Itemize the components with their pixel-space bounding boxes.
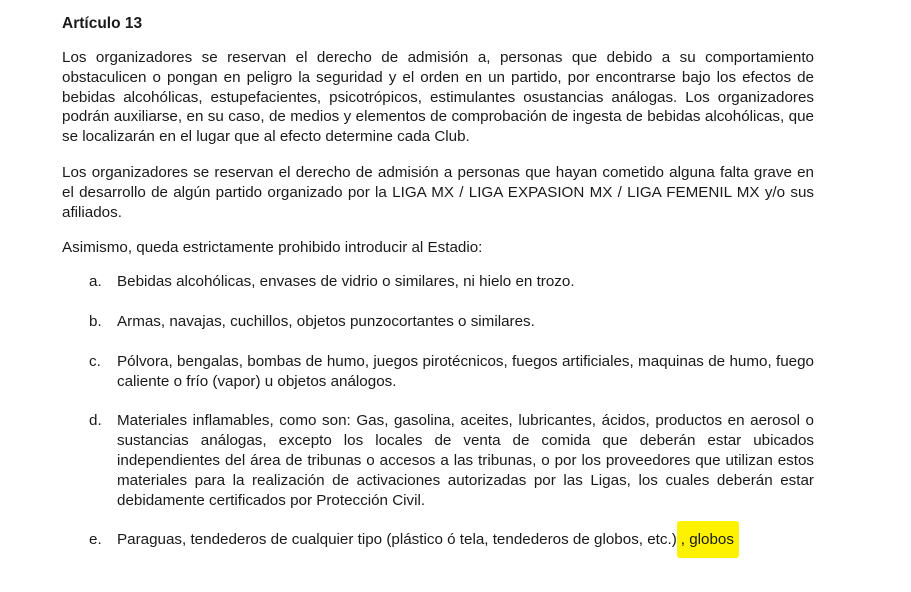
list-item-text: Bebidas alcohólicas, envases de vidrio o similares, ni hielo en trozo. <box>117 273 575 291</box>
list-marker: a. <box>89 273 102 291</box>
list-item <box>62 312 814 332</box>
prohibited-items-list <box>62 272 814 550</box>
list-item-text: Paraguas, tendederos de cualquier tipo (plástico ó tela, tendederos de globos, etc.) <box>117 531 677 549</box>
document-page <box>62 14 814 570</box>
list-item <box>62 530 814 550</box>
list-item-text: Materiales inflamables, como son: Gas, gasolina, aceites, lubricantes, ácidos, productos en aerosol o sustancias análogas, excepto los locales de venta de comida que deberán estar ubicados independientes del área de tribunas o accesos a las tribunas, o por los proveedores que utilizan estos materiales para la realización de activaciones autorizadas por las Ligas, los cuales deberán estar debidamente certificados por Protección Civil. <box>117 412 814 509</box>
article-heading: Artículo 13 <box>62 15 143 32</box>
list-marker: d. <box>89 412 102 430</box>
list-item-text: Armas, navajas, cuchillos, objetos punzocortantes o similares. <box>117 312 535 330</box>
paragraph-admission-behavior: Los organizadores se reservan el derecho de admisión a, personas que debido a su comportamiento obstaculicen o pongan en peligro la seguridad y el orden en un partido, por encontrarse bajo los efectos de bebidas alcohólicas, estupefacientes, psicotrópicos, estimulantes osustancias análogas. Los organizadores podrán auxiliarse, en su caso, de medios y elementos de comprobación de ingesta de bebidas alcohólicas, que se localizarán en el lugar que al efecto determine cada Club. <box>62 49 814 146</box>
paragraph-prohibited-intro: Asimismo, queda estrictamente prohibido introducir al Estadio: <box>62 239 483 257</box>
list-marker: c. <box>89 352 101 370</box>
list-item <box>62 352 814 392</box>
list-marker: e. <box>89 531 102 549</box>
list-marker: b. <box>89 312 102 330</box>
list-item <box>62 272 814 292</box>
list-item-text: Pólvora, bengalas, bombas de humo, juegos pirotécnicos, fuegos artificiales, maquinas de humo, fuego caliente o frío (vapor) u objetos análogos. <box>117 352 814 390</box>
highlighted-text: , globos <box>677 521 739 558</box>
list-item <box>62 411 814 510</box>
paragraph-admission-faults: Los organizadores se reservan el derecho de admisión a personas que hayan cometido alguna falta grave en el desarrollo de algún partido organizado por la LIGA MX / LIGA EXPASION MX / LIGA FEMENIL MX y/o sus afiliados. <box>62 163 814 221</box>
